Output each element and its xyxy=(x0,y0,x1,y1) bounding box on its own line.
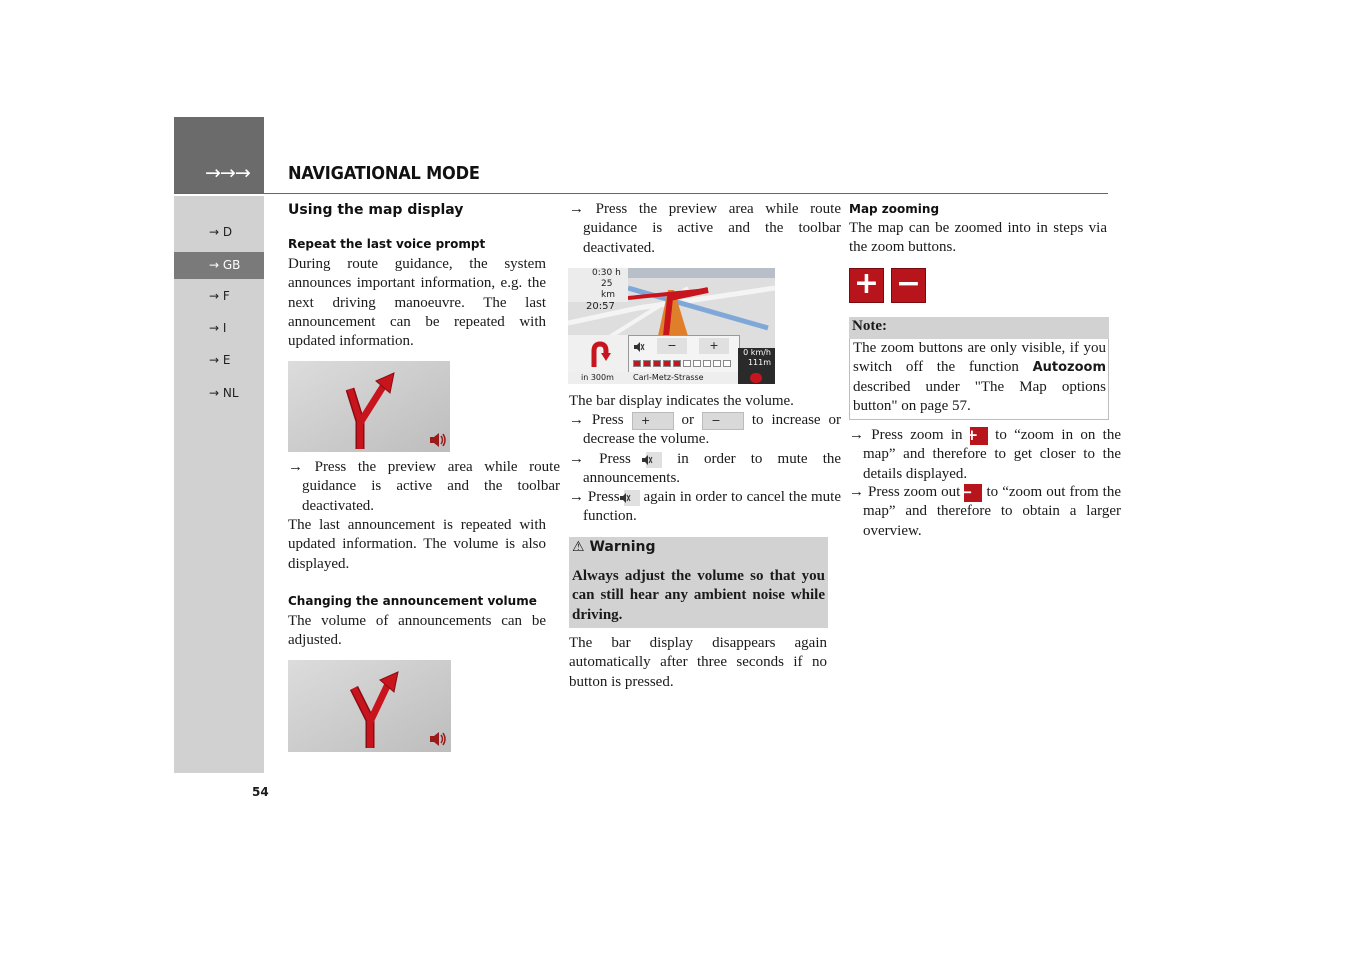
instruction-press-preview: → Press the preview area while route guidance is active and the toolbar deactivated. xyxy=(569,201,841,256)
sidebar-item-gb[interactable]: → GB xyxy=(174,252,264,279)
volume-segment xyxy=(633,360,641,367)
volume-down-button[interactable]: − xyxy=(702,412,744,430)
options-icon xyxy=(750,373,762,383)
note-text: The zoom buttons are only visible, if you switch off the function Autozoom described under "The Map options button" on page 57. xyxy=(853,340,1106,414)
paragraph: The last announcement is repeated with updated information. The volume is also displayed. xyxy=(288,517,546,572)
warning-icon: ⚠ xyxy=(572,539,585,555)
sidebar-item-e[interactable]: → E xyxy=(209,353,231,367)
page-number: 54 xyxy=(252,785,269,799)
sidebar-item-d[interactable]: → D xyxy=(209,225,233,239)
volume-segment xyxy=(683,360,691,367)
volume-segment xyxy=(703,360,711,367)
paragraph: The volume of announcements can be adjusted. xyxy=(288,613,546,649)
header-divider xyxy=(174,193,1108,194)
page-title: NAVIGATIONAL MODE xyxy=(288,163,480,184)
zoom-out-button[interactable]: − xyxy=(891,268,926,303)
mute-icon[interactable] xyxy=(646,452,662,468)
speaker-icon xyxy=(428,431,448,449)
volume-down-button[interactable]: − xyxy=(657,338,687,354)
paragraph: The bar display disappears again automatically after three seconds if no button is pressed. xyxy=(569,635,827,690)
warning-box xyxy=(569,537,828,628)
sidebar-item-i[interactable]: → I xyxy=(209,321,227,335)
warning-title: Warning xyxy=(589,539,656,555)
preview-area-1[interactable] xyxy=(288,361,450,452)
sidebar-item-nl[interactable]: → NL xyxy=(209,386,239,400)
instruction-zoom-in: → Press zoom in + to “zoom in on the map” and therefore to get closer to the details displayed. xyxy=(849,425,1121,482)
volume-segment xyxy=(673,360,681,367)
volume-bar-panel xyxy=(628,335,740,374)
u-turn-icon xyxy=(568,335,628,372)
zoom-in-button[interactable]: + xyxy=(849,268,884,303)
note-box xyxy=(849,339,1109,420)
header-arrows: →→→ xyxy=(205,162,250,184)
volume-up-button[interactable]: + xyxy=(632,412,674,430)
nav-screen-volume[interactable] xyxy=(568,268,775,384)
instruction-press-preview: → Press the preview area while route guidance is active and the toolbar deactivated. xyxy=(288,459,560,514)
paragraph: The map can be zoomed into in steps via the zoom buttons. xyxy=(849,220,1107,256)
instruction-zoom-out: → Press zoom out − to “zoom out from the map” and therefore to obtain a larger overview. xyxy=(849,482,1121,539)
subheading-zoom: Map zooming xyxy=(849,202,940,216)
paragraph: The bar display indicates the volume. xyxy=(569,393,794,409)
volume-segment xyxy=(723,360,731,367)
sidebar-item-f[interactable]: → F xyxy=(209,289,230,303)
zoom-in-button[interactable]: + xyxy=(970,427,988,445)
paragraph: During route guidance, the system announces important information, e.g. the next driving manoeuvre. The last announcement can be repeated with updated information. xyxy=(288,256,546,350)
instruction-volume: → Press + or − to increase or decrease the volume. xyxy=(569,412,842,448)
volume-segment xyxy=(653,360,661,367)
volume-segment xyxy=(713,360,721,367)
instruction-unmute: → Press again in order to cancel the mute function. xyxy=(569,489,842,525)
volume-segment xyxy=(643,360,651,367)
mute-icon[interactable] xyxy=(624,490,640,506)
note-header xyxy=(849,317,1109,339)
subheading-repeat: Repeat the last voice prompt xyxy=(288,237,486,251)
turn-panel xyxy=(568,335,628,372)
turn-arrow-icon xyxy=(288,660,451,752)
section-heading: Using the map display xyxy=(288,202,464,218)
trip-info-panel: 0:30 h 25 km 20:57 xyxy=(568,268,628,302)
volume-segment xyxy=(693,360,701,367)
mute-icon[interactable] xyxy=(633,342,645,352)
speaker-icon xyxy=(428,730,448,748)
warning-text: Always adjust the volume so that you can still hear any ambient noise while driving. xyxy=(572,568,825,623)
options-button[interactable] xyxy=(738,372,775,384)
volume-segment xyxy=(663,360,671,367)
subheading-volume: Changing the announcement volume xyxy=(288,594,537,608)
note-title: Note: xyxy=(852,318,887,334)
language-sidebar xyxy=(174,196,264,773)
volume-up-button[interactable]: + xyxy=(699,338,729,354)
street-bar: in 300m Carl-Metz-Strasse xyxy=(568,372,738,384)
volume-level-bar xyxy=(633,360,735,368)
turn-arrow-icon xyxy=(288,361,450,452)
speed-panel: 0 km/h 111m xyxy=(738,348,775,372)
zoom-out-button[interactable]: − xyxy=(964,484,982,502)
instruction-mute: → Press in order to mute the announcements. xyxy=(569,451,842,487)
preview-area-2[interactable] xyxy=(288,660,451,752)
